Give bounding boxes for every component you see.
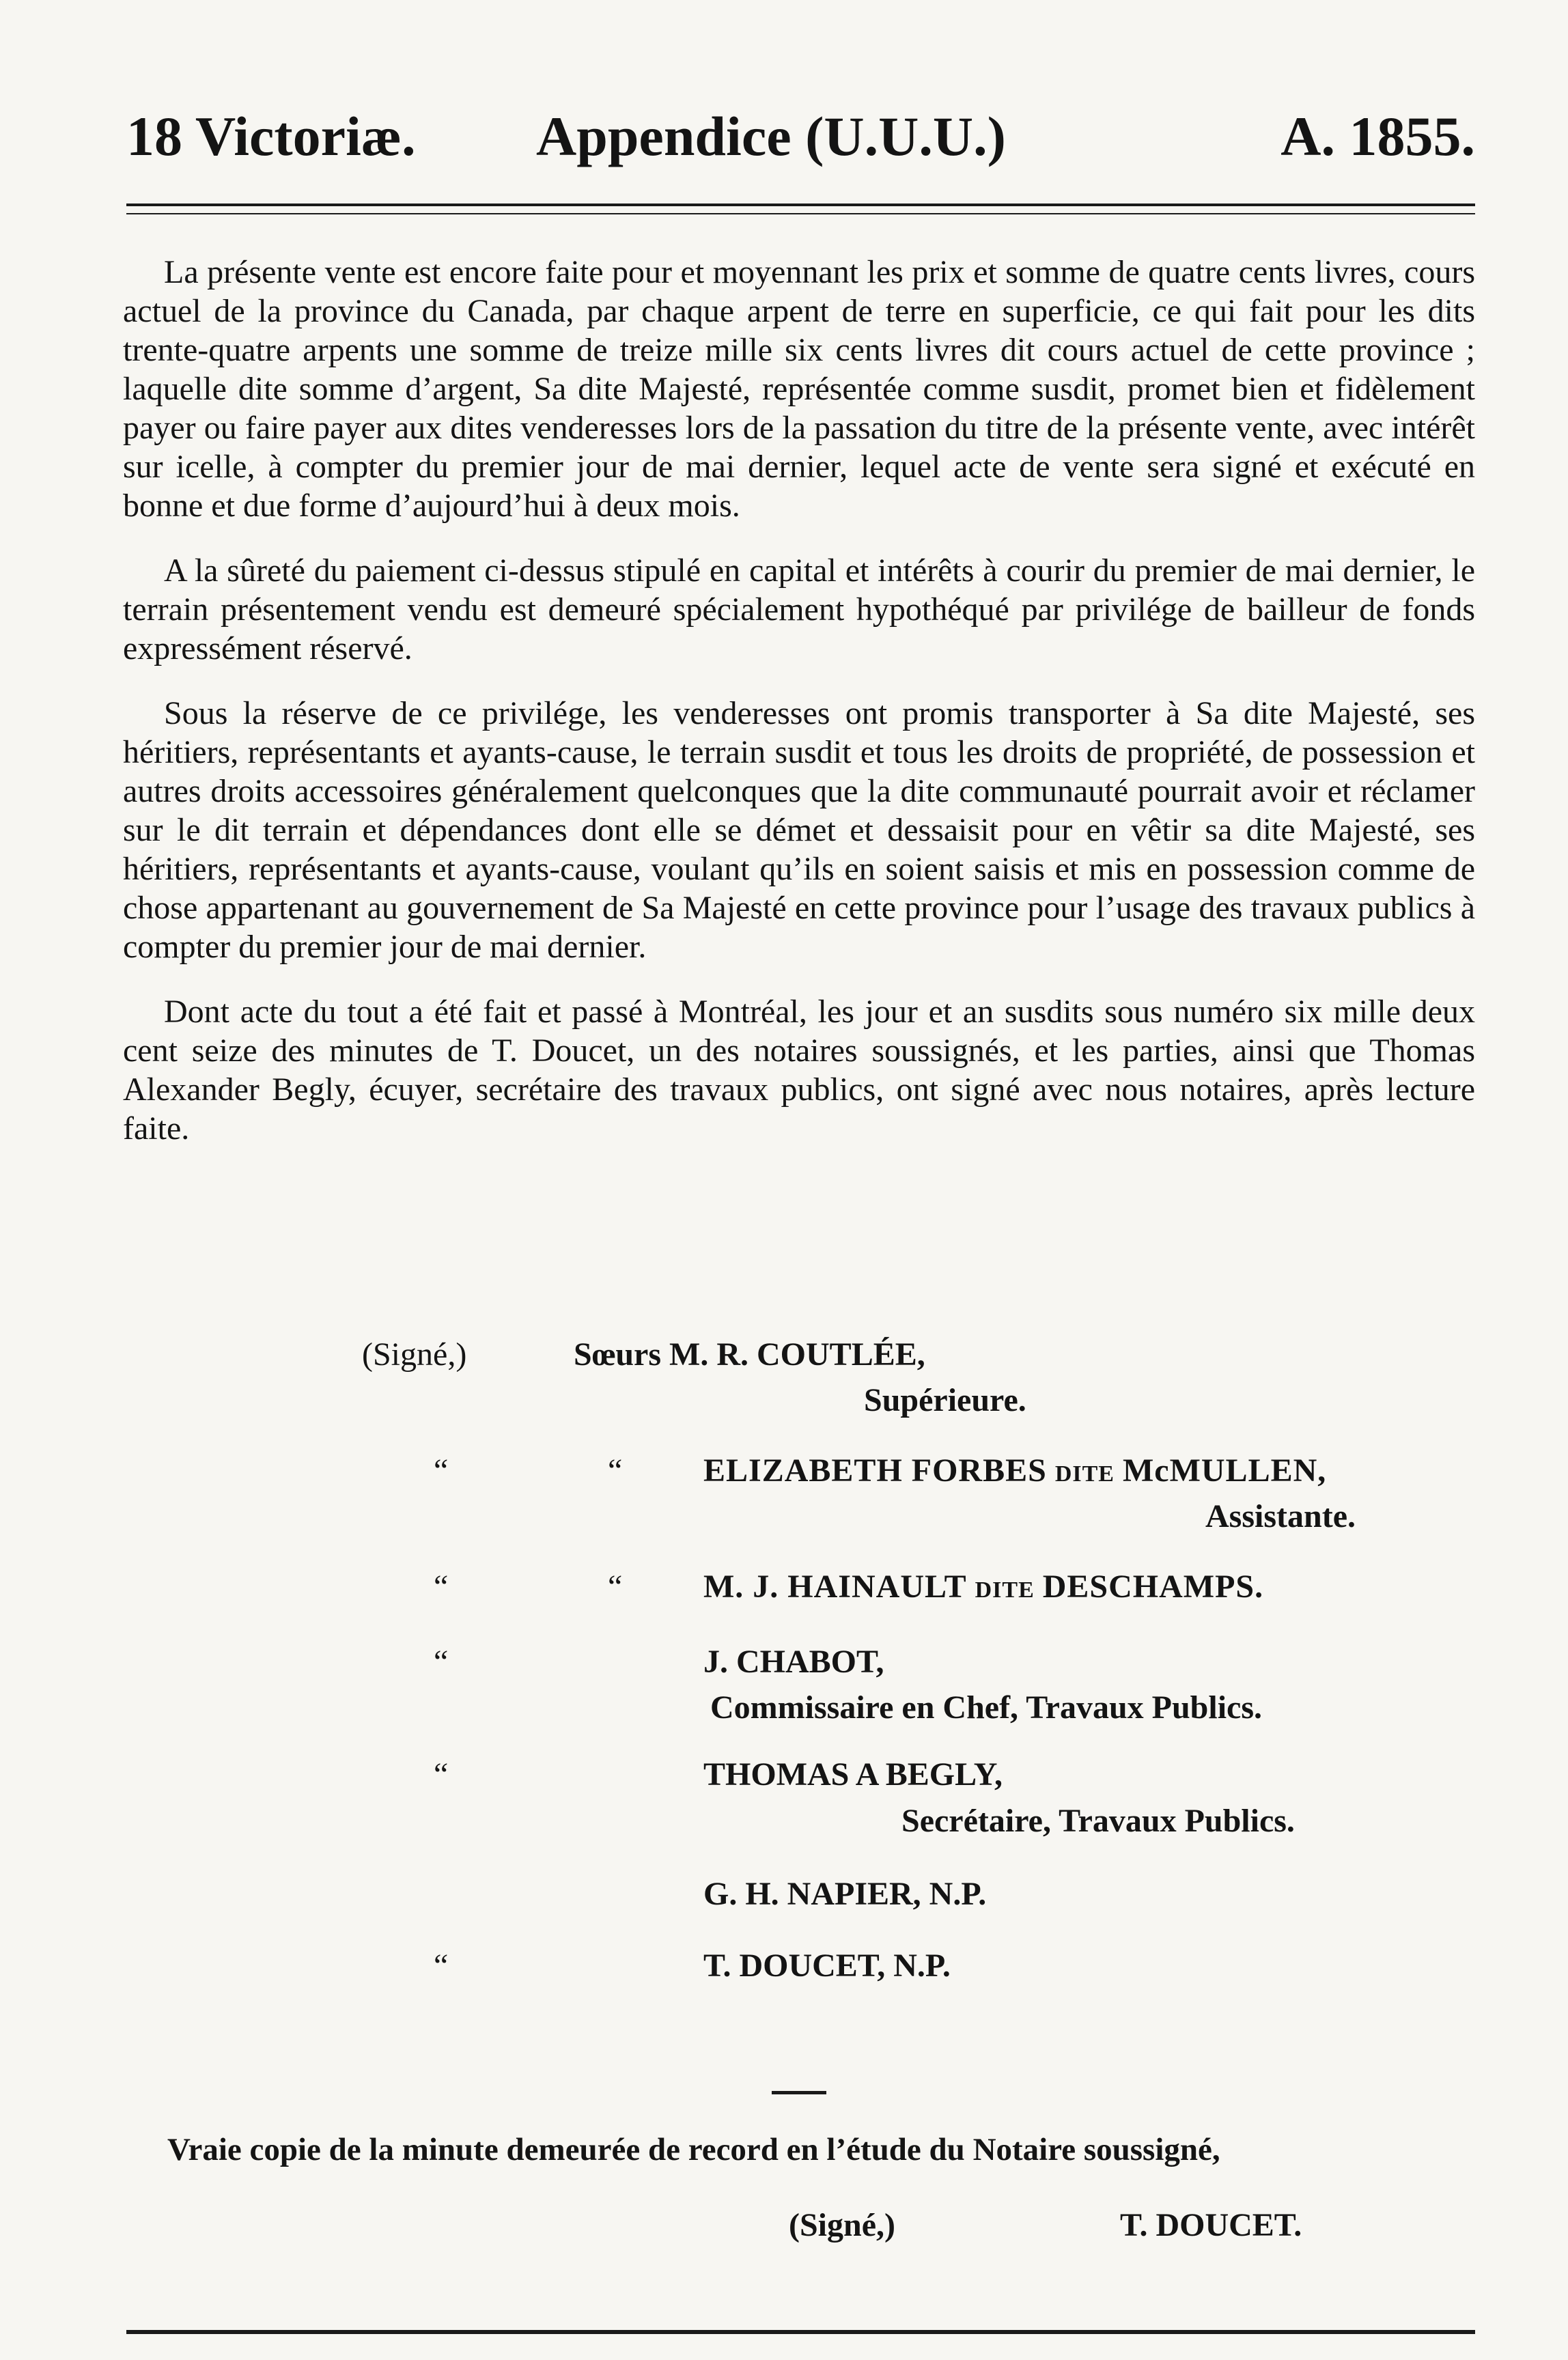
signature-begly-title: Secrétaire, Travaux Publics. — [901, 1803, 1295, 1839]
ditto-mark: “ — [434, 1756, 449, 1793]
signature-forbes-title: Assistante. — [1205, 1498, 1356, 1534]
separator-dash — [772, 2091, 826, 2094]
header-appendix: Appendice (U.U.U.) — [536, 105, 1006, 167]
dite-label: DITE — [1054, 1461, 1115, 1487]
signature-begly: THOMAS A BEGLY, — [703, 1756, 1003, 1793]
signe-label: (Signé,) — [362, 1336, 467, 1373]
certification-text: Vraie copie de la minute demeurée de record en l’étude du Notaire soussigné, — [167, 2132, 1220, 2167]
signature-napier: G. H. NAPIER, N.P. — [703, 1876, 987, 1912]
signature-coutlee-title: Supérieure. — [864, 1382, 1026, 1418]
ditto-mark: “ — [434, 1452, 449, 1489]
header-rule-thin — [126, 213, 1475, 214]
ditto-mark: “ — [608, 1452, 623, 1489]
paragraph-security: A la sûreté du paiement ci-dessus stipulé en capital et intérêts à courir du premier de mai dernier, le terrain présentement vendu est demeuré spécialement hypothéqué par privilége de bailleur de fonds expressément réservé. — [123, 552, 1475, 666]
ditto-mark: “ — [608, 1569, 623, 1605]
paragraph-price: La présente vente est encore faite pour et moyennant les prix et somme de quatre cents livres, cours actuel de la province du Canada, par chaque arpent de terre en superficie, ce qui fait pour les dits trente-quatre arpents une somme de treize mille six cents livres dit cours actuel de cette province ; laquelle dite somme d’argent, Sa dite Majesté, représentée comme susdit, promet bien et fidèlement payer ou faire payer aux dites venderesses lors de la passation du titre de la présente vente, avec intérêt sur icelle, à compter du premier jour de mai dernier, lequel acte de vente sera signé et exécuté en bonne et due forme d’aujourd’hui à deux mois. — [123, 254, 1475, 524]
paragraph-deed: Dont acte du tout a été fait et passé à Montréal, les jour et an susdits sous numéro six mille deux cent seize des minutes de T. Doucet, un des notaires soussignés, et les parties, ainsi que Thomas Alexander Begly, écuyer, secrétaire des travaux publics, ont signé avec nous notaires, après lecture faite. — [123, 994, 1475, 1147]
signature-chabot: J. CHABOT, — [703, 1644, 884, 1680]
ditto-mark: “ — [434, 1644, 449, 1680]
header-year: A. 1855. — [1280, 105, 1475, 167]
document-body — [123, 253, 1475, 1174]
signature-doucet: T. DOUCET, N.P. — [703, 1948, 951, 1984]
signature-coutlee: Sœurs M. R. COUTLÉE, — [574, 1336, 925, 1373]
dite-label: DITE — [975, 1577, 1035, 1603]
header-rule-thick — [126, 203, 1475, 206]
signature-forbes: ELIZABETH FORBES DITE McMULLEN, — [703, 1452, 1327, 1489]
ditto-mark: “ — [434, 1948, 449, 1984]
certification-signe-label: (Signé,) — [789, 2207, 895, 2243]
certification-signer: T. DOUCET. — [1120, 2207, 1302, 2243]
ditto-mark: “ — [434, 1569, 449, 1605]
signature-hainault: M. J. HAINAULT DITE DESCHAMPS. — [703, 1569, 1264, 1605]
signature-chabot-title: Commissaire en Chef, Travaux Publics. — [710, 1689, 1263, 1726]
footer-rule — [126, 2330, 1475, 2334]
page-header — [126, 96, 1475, 178]
paragraph-reserve: Sous la réserve de ce privilége, les venderesses ont promis transporter à Sa dite Majesté, ses héritiers, représentants et ayants-cause, le terrain susdit et tous les droits de propriété, de possession et autres droits accessoires généralement quelconques que la dite communauté pourrait avoir et réclamer sur le dit terrain et dépendances dont elle se démet et dessaisit pour en vêtir sa dite Majesté, ses héritiers, représentants et ayants-cause, voulant qu’ils en soient saisis et mis en possession comme de chose appartenant au gouvernement de Sa Majesté en cette province pour l’usage des travaux publics à compter du premier jour de mai dernier. — [123, 695, 1475, 965]
header-session: 18 Victoriæ. — [126, 105, 416, 167]
